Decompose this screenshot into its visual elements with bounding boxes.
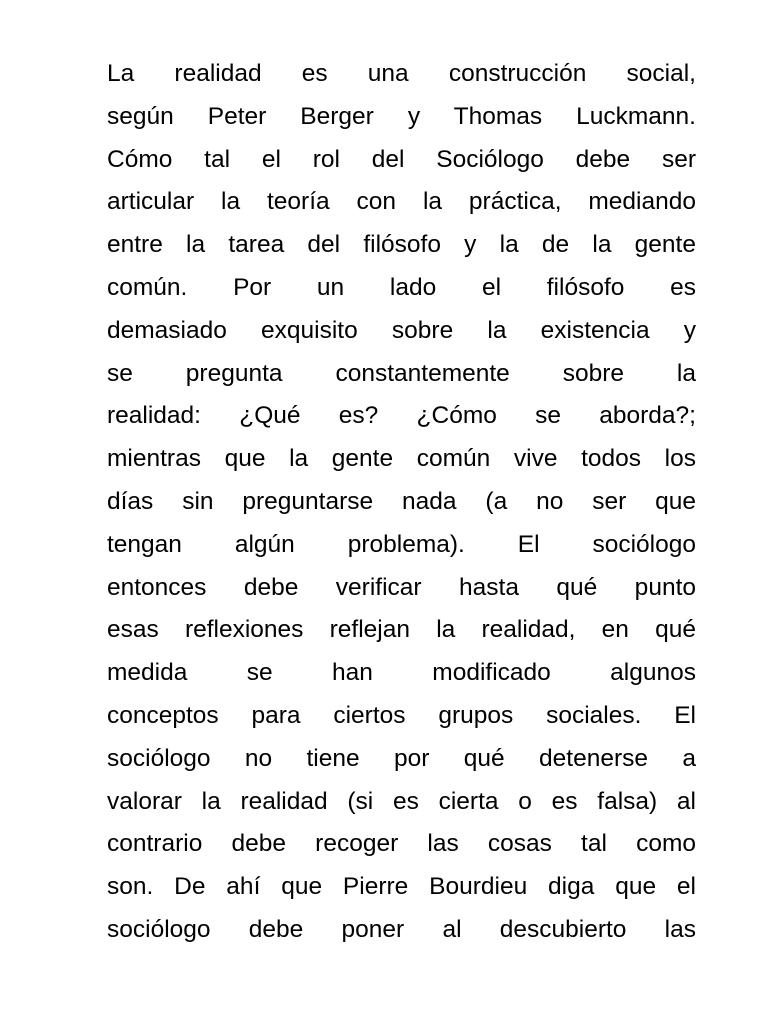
- paragraph-line: sociólogo no tiene por qué detenerse a: [107, 744, 696, 772]
- paragraph-line: sociólogo debe poner al descubierto las: [107, 915, 696, 943]
- paragraph-line: contrario debe recoger las cosas tal como: [107, 830, 696, 858]
- paragraph-line: mientras que la gente común vive todos los: [107, 445, 696, 473]
- paragraph-line: La realidad es una construcción social,: [107, 60, 696, 87]
- paragraph-line: se pregunta constantemente sobre la: [107, 359, 696, 387]
- body-paragraph: [107, 53, 696, 952]
- paragraph-line: valorar la realidad (si es cierta o es falsa) al: [107, 787, 696, 815]
- paragraph-line: común. Por un lado el filósofo es: [107, 273, 696, 301]
- paragraph-line: articular la teoría con la práctica, mediando: [107, 188, 696, 216]
- paragraph-line: tengan algún problema). El sociólogo: [107, 530, 696, 558]
- paragraph-line: medida se han modificado algunos: [107, 659, 696, 687]
- paragraph-line: entonces debe verificar hasta qué punto: [107, 573, 696, 601]
- paragraph-line: entre la tarea del filósofo y la de la gente: [107, 231, 696, 259]
- paragraph-line: son. De ahí que Pierre Bourdieu diga que el: [107, 873, 696, 901]
- paragraph-line: días sin preguntarse nada (a no ser que: [107, 487, 696, 515]
- paragraph-line: demasiado exquisito sobre la existencia y: [107, 316, 696, 344]
- paragraph-line: esas reflexiones reflejan la realidad, en qué: [107, 616, 696, 644]
- paragraph-line: según Peter Berger y Thomas Luckmann.: [107, 102, 696, 130]
- paragraph-line: realidad: ¿Qué es? ¿Cómo se aborda?;: [107, 402, 696, 430]
- paragraph-line: conceptos para ciertos grupos sociales. El: [107, 701, 696, 729]
- paragraph-line: Cómo tal el rol del Sociólogo debe ser: [107, 145, 696, 173]
